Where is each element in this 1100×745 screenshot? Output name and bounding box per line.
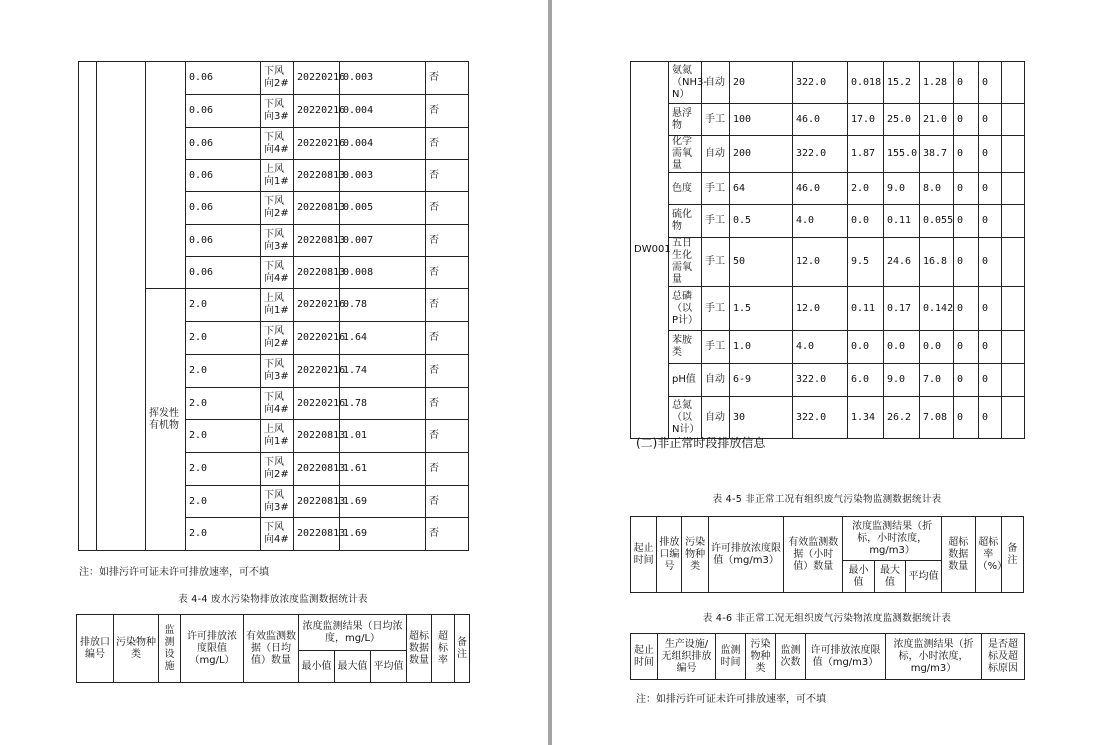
col-valid-count: 有效监测数据（小时值）数量: [784, 517, 843, 593]
value-cell: 0.78: [340, 289, 426, 322]
col-limit: 许可排放浓度限值（mg/m3）: [806, 634, 886, 680]
col-concentration: 浓度监测结果（日均浓度，mg/L）: [299, 615, 407, 651]
date-cell: 20220813: [294, 192, 340, 225]
remark-cell: [1002, 331, 1025, 364]
monitor-mode-cell: 自动: [702, 136, 730, 173]
count-cell: 46.0: [793, 104, 848, 136]
over-flag-cell: 否: [426, 62, 469, 95]
col-monitor-count: 监测次数: [776, 634, 806, 680]
avg-cell: 0.142: [920, 287, 954, 331]
footnote: 注：如排污许可证未许可排放速率，可不填: [636, 694, 826, 705]
value-cell: 1.64: [340, 322, 426, 355]
pollutant-voc: 挥发性有机物: [146, 289, 186, 551]
over-flag-cell: 否: [426, 160, 469, 192]
remark-cell: [1002, 238, 1025, 287]
value-cell: 1.74: [340, 355, 426, 388]
monitor-mode-cell: 自动: [702, 62, 730, 104]
avg-cell: 16.8: [920, 238, 954, 287]
count-cell: 322.0: [793, 397, 848, 439]
value-cell: 1.61: [340, 453, 426, 486]
monitor-mode-cell: 自动: [702, 397, 730, 439]
avg-cell: 0.0: [920, 331, 954, 364]
min-cell: 0.0: [848, 331, 884, 364]
over-flag-cell: 否: [426, 355, 469, 388]
limit-cell: 2.0: [186, 420, 261, 453]
min-cell: 0.018: [848, 62, 884, 104]
col-facility-id: 生产设施/无组织排放编号: [658, 634, 716, 680]
count-cell: 4.0: [793, 205, 848, 238]
air-monitoring-table-body: [79, 62, 469, 551]
date-cell: 20220216: [294, 289, 340, 322]
over-count-cell: 0: [954, 173, 979, 205]
date-cell: 20220813: [294, 420, 340, 453]
over-count-cell: 0: [954, 238, 979, 287]
limit-cell: 2.0: [186, 486, 261, 518]
max-cell: 0.17: [884, 287, 920, 331]
col-pollutant: 污染物种类: [682, 517, 708, 593]
date-cell: 20220216: [294, 322, 340, 355]
date-cell: 20220216: [294, 355, 340, 388]
avg-cell: 0.055: [920, 205, 954, 238]
date-cell: 20220216: [294, 128, 340, 160]
limit-cell: 0.06: [186, 257, 261, 289]
over-rate-cell: 0: [979, 397, 1002, 439]
remark-cell: [1002, 364, 1025, 397]
count-cell: 4.0: [793, 331, 848, 364]
pollutant-cell: 总氮（以N计）: [669, 397, 702, 439]
count-cell: 46.0: [793, 173, 848, 205]
remark-cell: [1002, 62, 1025, 104]
avg-cell: 7.08: [920, 397, 954, 439]
limit-cell: 2.0: [186, 388, 261, 420]
site-cell: 下风向3#: [261, 95, 294, 128]
site-cell: 上风向1#: [261, 160, 294, 192]
limit-cell: 50: [730, 238, 793, 287]
max-cell: 9.0: [884, 173, 920, 205]
over-count-cell: 0: [954, 62, 979, 104]
over-flag-cell: 否: [426, 225, 469, 257]
limit-cell: 6-9: [730, 364, 793, 397]
avg-cell: 1.28: [920, 62, 954, 104]
over-flag-cell: 否: [426, 486, 469, 518]
count-cell: 12.0: [793, 238, 848, 287]
col-time-range: 起止时间: [631, 634, 658, 680]
air-monitoring-table-continued: [78, 61, 469, 551]
over-count-cell: 0: [954, 287, 979, 331]
count-cell: 322.0: [793, 62, 848, 104]
table-row: [631, 205, 1025, 238]
limit-cell: 0.06: [186, 128, 261, 160]
outlet-id-cell: DW001: [631, 62, 669, 439]
section-heading: (二)非正常时段排放信息: [636, 436, 766, 450]
max-cell: 0.11: [884, 205, 920, 238]
site-cell: 下风向4#: [261, 518, 294, 551]
date-cell: 20220216: [294, 62, 340, 95]
value-cell: 0.003: [340, 160, 426, 192]
limit-cell: 100: [730, 104, 793, 136]
table-4-5-header: [630, 516, 1024, 593]
footnote: 注：如排污许可证未许可排放速率，可不填: [79, 567, 269, 578]
min-cell: 17.0: [848, 104, 884, 136]
site-cell: 上风向1#: [261, 420, 294, 453]
col-avg: 平均值: [906, 561, 942, 593]
date-cell: 20220813: [294, 225, 340, 257]
site-cell: 下风向4#: [261, 388, 294, 420]
over-flag-cell: 否: [426, 388, 469, 420]
value-cell: 0.007: [340, 225, 426, 257]
col-outlet-id: 排放口编号: [77, 615, 114, 683]
count-cell: 322.0: [793, 364, 848, 397]
over-flag-cell: 否: [426, 322, 469, 355]
min-cell: 9.5: [848, 238, 884, 287]
date-cell: 20220216: [294, 95, 340, 128]
col-remark: 备注: [455, 615, 470, 683]
pollutant-cell: 硫化物: [669, 205, 702, 238]
monitor-mode-cell: 手工: [702, 173, 730, 205]
monitor-mode-cell: 自动: [702, 364, 730, 397]
col-monitor-time: 监测时间: [716, 634, 746, 680]
remark-cell: [1002, 397, 1025, 439]
min-cell: 1.34: [848, 397, 884, 439]
col-over-count: 超标数据数量: [407, 615, 432, 683]
monitor-mode-cell: 手工: [702, 287, 730, 331]
site-cell: 下风向2#: [261, 453, 294, 486]
over-count-cell: 0: [954, 331, 979, 364]
value-cell: 0.008: [340, 257, 426, 289]
limit-cell: 200: [730, 136, 793, 173]
col-max: 最大值: [335, 651, 371, 683]
wastewater-monitoring-table-continued: [630, 61, 1025, 439]
value-cell: 0.005: [340, 192, 426, 225]
site-cell: 下风向3#: [261, 355, 294, 388]
table-4-5-caption: 表 4-5 非正常工况有组织废气污染物监测数据统计表: [712, 494, 942, 505]
table-row: [631, 136, 1025, 173]
value-cell: 0.004: [340, 128, 426, 160]
col-outlet-id: 排放口编号: [657, 517, 682, 593]
col-pollutant: 污染物种类: [114, 615, 159, 683]
over-rate-cell: 0: [979, 287, 1002, 331]
limit-cell: 2.0: [186, 453, 261, 486]
col-time-range: 起止时间: [631, 517, 657, 593]
over-rate-cell: 0: [979, 205, 1002, 238]
site-cell: 下风向2#: [261, 192, 294, 225]
remark-cell: [1002, 104, 1025, 136]
limit-cell: 64: [730, 173, 793, 205]
monitor-mode-cell: 手工: [702, 238, 730, 287]
min-cell: 0.0: [848, 205, 884, 238]
table-row: [631, 331, 1025, 364]
remark-cell: [1002, 287, 1025, 331]
pollutant-cell: 五日生化需氧量: [669, 238, 702, 287]
date-cell: 20220813: [294, 453, 340, 486]
pollutant-cell: 苯胺类: [669, 331, 702, 364]
min-cell: 6.0: [848, 364, 884, 397]
col-pollutant: 污染物种类: [746, 634, 776, 680]
limit-cell: 0.06: [186, 62, 261, 95]
over-flag-cell: 否: [426, 257, 469, 289]
pollutant-cell: 色度: [669, 173, 702, 205]
col-concentration: 浓度监测结果（折标，小时浓度，mg/m3）: [843, 517, 942, 561]
col-remark: 备注: [1001, 517, 1023, 593]
table-row: [631, 364, 1025, 397]
over-rate-cell: 0: [979, 364, 1002, 397]
over-count-cell: 0: [954, 364, 979, 397]
limit-cell: 1.5: [730, 287, 793, 331]
over-flag-cell: 否: [426, 95, 469, 128]
max-cell: 25.0: [884, 104, 920, 136]
remark-cell: [1002, 205, 1025, 238]
table-4-4-header: [76, 614, 470, 683]
value-cell: 0.003: [340, 62, 426, 95]
site-cell: 下风向4#: [261, 128, 294, 160]
avg-cell: 38.7: [920, 136, 954, 173]
limit-cell: 1.0: [730, 331, 793, 364]
date-cell: 20220813: [294, 257, 340, 289]
document-page-right: [552, 0, 1100, 745]
col-limit: 许可排放浓度限值（mg/m3）: [708, 517, 784, 593]
table-4-6-header: [630, 633, 1025, 680]
site-cell: 下风向3#: [261, 486, 294, 518]
over-flag-cell: 否: [426, 128, 469, 160]
over-flag-cell: 否: [426, 518, 469, 551]
limit-cell: 2.0: [186, 289, 261, 322]
col-min: 最小值: [843, 561, 875, 593]
max-cell: 0.0: [884, 331, 920, 364]
limit-cell: 20: [730, 62, 793, 104]
wastewater-monitoring-table-body: [631, 62, 1025, 439]
table-4-6-caption: 表 4-6 非正常工况无组织废气污染物浓度监测数据统计表: [702, 613, 952, 624]
limit-cell: 0.5: [730, 205, 793, 238]
over-rate-cell: 0: [979, 238, 1002, 287]
table-row: [631, 104, 1025, 136]
limit-cell: 30: [730, 397, 793, 439]
min-cell: 0.11: [848, 287, 884, 331]
limit-cell: 2.0: [186, 518, 261, 551]
avg-cell: 7.0: [920, 364, 954, 397]
over-count-cell: 0: [954, 104, 979, 136]
table-row: [631, 397, 1025, 439]
site-cell: 下风向2#: [261, 62, 294, 95]
over-rate-cell: 0: [979, 62, 1002, 104]
limit-cell: 0.06: [186, 192, 261, 225]
table-row: [631, 287, 1025, 331]
site-cell: 上风向1#: [261, 289, 294, 322]
remark-cell: [1002, 173, 1025, 205]
monitor-mode-cell: 手工: [702, 205, 730, 238]
max-cell: 9.0: [884, 364, 920, 397]
pollutant-cell: 悬浮物: [669, 104, 702, 136]
date-cell: 20220813: [294, 160, 340, 192]
pollutant-cell: 化学需氧量: [669, 136, 702, 173]
avg-cell: 21.0: [920, 104, 954, 136]
over-count-cell: 0: [954, 205, 979, 238]
table-4-4-caption: 表 4-4 废水污染物排放浓度监测数据统计表: [178, 594, 368, 605]
count-cell: 12.0: [793, 287, 848, 331]
over-flag-cell: 否: [426, 453, 469, 486]
max-cell: 15.2: [884, 62, 920, 104]
value-cell: 1.69: [340, 486, 426, 518]
site-cell: 下风向2#: [261, 322, 294, 355]
table-row: [631, 173, 1025, 205]
date-cell: 20220813: [294, 518, 340, 551]
remark-cell: [1002, 136, 1025, 173]
avg-cell: 8.0: [920, 173, 954, 205]
over-count-cell: 0: [954, 397, 979, 439]
col-valid-count: 有效监测数据（日均值）数量: [244, 615, 299, 683]
col-over-count: 超标数据数量: [941, 517, 975, 593]
value-cell: 1.01: [340, 420, 426, 453]
site-cell: 下风向3#: [261, 225, 294, 257]
col-min: 最小值: [299, 651, 335, 683]
limit-cell: 2.0: [186, 322, 261, 355]
col-over-rate: 超标率: [432, 615, 455, 683]
site-cell: 下风向4#: [261, 257, 294, 289]
over-rate-cell: 0: [979, 104, 1002, 136]
min-cell: 1.87: [848, 136, 884, 173]
over-flag-cell: 否: [426, 289, 469, 322]
value-cell: 1.69: [340, 518, 426, 551]
over-flag-cell: 否: [426, 420, 469, 453]
over-rate-cell: 0: [979, 136, 1002, 173]
empty-cell: [79, 62, 97, 551]
over-rate-cell: 0: [979, 173, 1002, 205]
empty-cell: [97, 62, 146, 551]
count-cell: 322.0: [793, 136, 848, 173]
table-row: [631, 238, 1025, 287]
date-cell: 20220813: [294, 486, 340, 518]
max-cell: 155.0: [884, 136, 920, 173]
col-facility: 监测设施: [159, 615, 181, 683]
min-cell: 2.0: [848, 173, 884, 205]
empty-cell: [146, 62, 186, 289]
col-concentration: 浓度监测结果（折标，小时浓度，mg/m3）: [886, 634, 982, 680]
over-count-cell: 0: [954, 136, 979, 173]
value-cell: 0.004: [340, 95, 426, 128]
monitor-mode-cell: 手工: [702, 104, 730, 136]
max-cell: 24.6: [884, 238, 920, 287]
limit-cell: 0.06: [186, 225, 261, 257]
pollutant-cell: pH值: [669, 364, 702, 397]
over-rate-cell: 0: [979, 331, 1002, 364]
pollutant-cell: 氨氮（NH3-N）: [669, 62, 702, 104]
pollutant-cell: 总磷（以P计）: [669, 287, 702, 331]
date-cell: 20220216: [294, 388, 340, 420]
col-max: 最大值: [874, 561, 906, 593]
col-limit: 许可排放浓度限值（mg/L）: [181, 615, 244, 683]
max-cell: 26.2: [884, 397, 920, 439]
value-cell: 1.78: [340, 388, 426, 420]
document-page-left: [0, 0, 548, 745]
limit-cell: 0.06: [186, 95, 261, 128]
col-over-rate: 超标率（%）: [975, 517, 1001, 593]
limit-cell: 2.0: [186, 355, 261, 388]
table-row: [79, 62, 469, 95]
limit-cell: 0.06: [186, 160, 261, 192]
table-row: [631, 62, 1025, 104]
over-flag-cell: 否: [426, 192, 469, 225]
col-over-reason: 是否超标及超标原因: [982, 634, 1025, 680]
monitor-mode-cell: 手工: [702, 331, 730, 364]
col-avg: 平均值: [371, 651, 407, 683]
